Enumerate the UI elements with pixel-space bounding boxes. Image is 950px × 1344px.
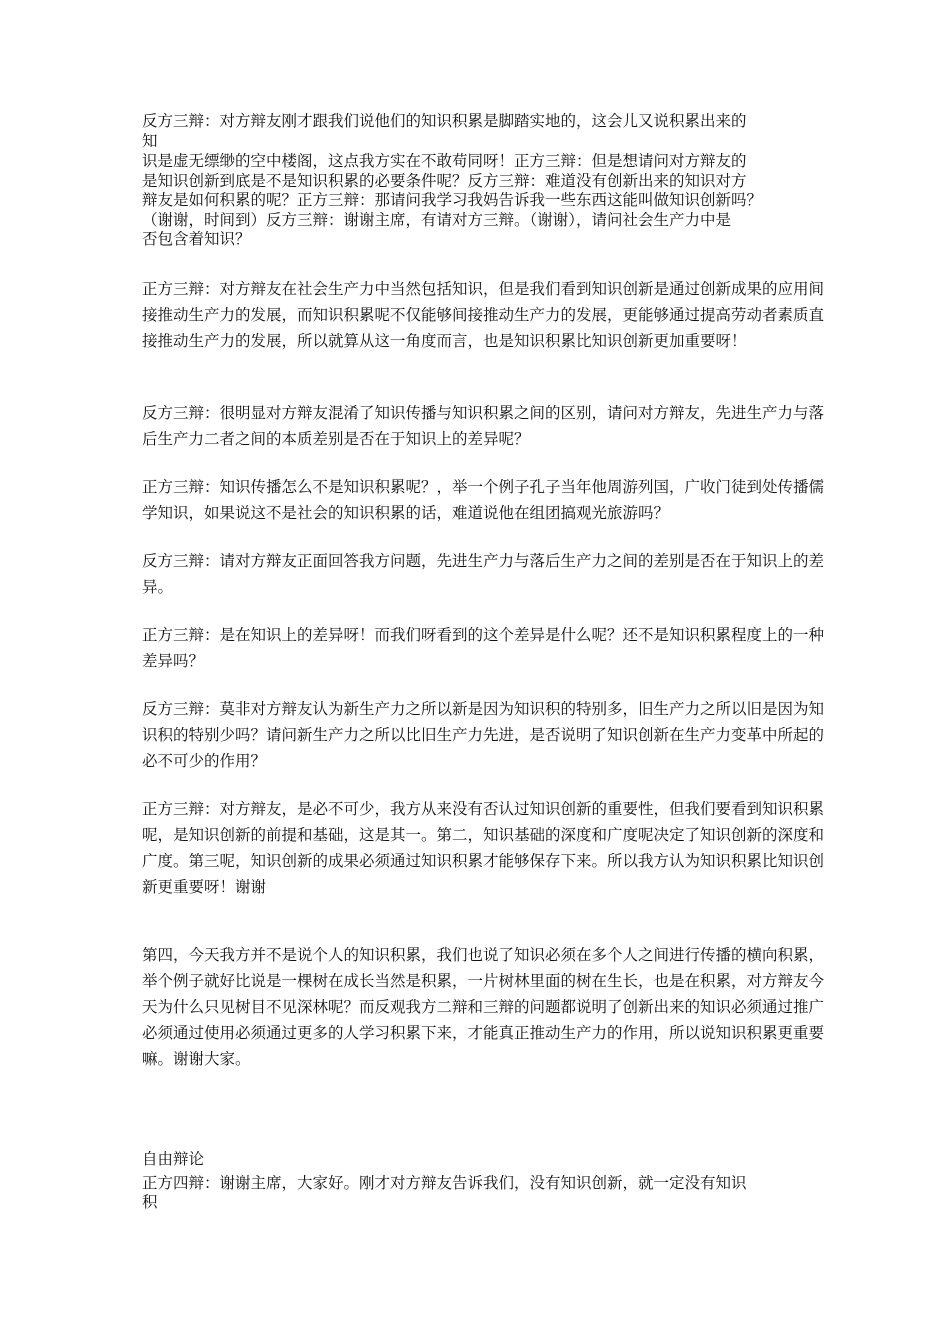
paragraph-affirmative-third-1: 正方三辩：对方辩友在社会生产力中当然包括知识，但是我们看到知识创新是通过创新成果的应用间接推动生产力的发展，而知识积累呢不仅能够间接推动生产力的发展，更能够通过提高劳动者素质直接推动生产力的发展，所以就算从这一角度而言，也是知识积累比知识创新更加重要呀！ [142,280,825,350]
paragraph-negative-third-1: 反方三辩：很明显对方辩友混淆了知识传播与知识积累之间的区别，请问对方辩友，先进生产力与落后生产力二者之间的本质差别是否在于知识上的差异呢？ [142,404,825,448]
free-debate-section [142,1150,832,1213]
section-heading: 自由辩论 [142,1150,205,1168]
paragraph-negative-third-3: 反方三辩：莫非对方辩友认为新生产力之所以新是因为知识积的特别多，旧生产力之所以旧是因为知识积的特别少吗？请问新生产力之所以比旧生产力先进，是否说明了知识创新在生产力变革中所起的必不可少的作用？ [142,700,825,770]
text-line: 反方三辩：对方辩友刚才跟我们说他们的知识积累是脚踏实地的，这会儿又说积累出来的 [142,112,747,130]
paragraph-negative-third-2: 反方三辩：请对方辩友正面回答我方问题，先进生产力与落后生产力之间的差别是否在于知识上的差异。 [142,552,825,596]
paragraph-affirmative-third-3: 正方三辩：是在知识上的差异呀！而我们呀看到的这个差异是什么呢？还不是知识积累程度上的一种差异吗？ [142,626,825,670]
text-line: 知 [142,131,158,150]
text-line: 积 [142,1193,158,1211]
text-line: 否包含着知识？ [142,230,251,248]
paragraph-affirmative-third-4: 正方三辩：对方辩友，是必不可少，我方从来没有否认过知识创新的重要性，但我们要看到知识积累呢，是知识创新的前提和基础，这是其一。第二，知识基础的深度和广度呢决定了知识创新的深度和广度。第三呢，知识创新的成果必须通过知识积累才能够保存下来。所以我方认为知识积累比知识创新更重要呀！谢谢 [142,800,825,896]
paragraph-affirmative-third-2: 正方三辩：知识传播怎么不是知识积累呢？，举一个例子孔子当年他周游列国，广收门徒到处传播儒学知识，如果说这不是社会的知识积累的话，难道说他在组团搞观光旅游吗？ [142,478,825,522]
text-line: 识是虚无缥缈的空中楼阁，这点我方实在不敢苟同呀！正方三辩：但是想请问对方辩友的 [142,152,747,170]
paragraph-fourth-point: 第四，今天我方并不是说个人的知识积累，我们也说了知识必须在多个人之间进行传播的横向积累，举个例子就好比说是一棵树在成长当然是积累，一片树林里面的树在生长，也是在积累，对方辩友今天为什么只见树目不见深林呢？而反观我方二辩和三辩的问题都说明了创新出来的知识必须通过推广必须通过使用必须通过更多的人学习积累下来，才能真正推动生产力的作用，所以说知识积累更重要嘛。谢谢大家。 [142,946,825,1068]
text-line: 是知识创新到底是不是知识积累的必要条件呢？反方三辩：难道没有创新出来的知识对方 [142,171,747,190]
text-line: 正方四辩：谢谢主席，大家好。刚才对方辩友告诉我们，没有知识创新，就一定没有知识 [142,1173,747,1192]
opening-exchange [142,112,832,250]
text-line: 辩友是如何积累的呢？正方三辩：那请问我学习我妈告诉我一些东西这能叫做知识创新吗？ [142,191,763,209]
text-line: （谢谢，时间到）反方三辩：谢谢主席，有请对方三辩。（谢谢），请问社会生产力中是 [142,210,732,229]
